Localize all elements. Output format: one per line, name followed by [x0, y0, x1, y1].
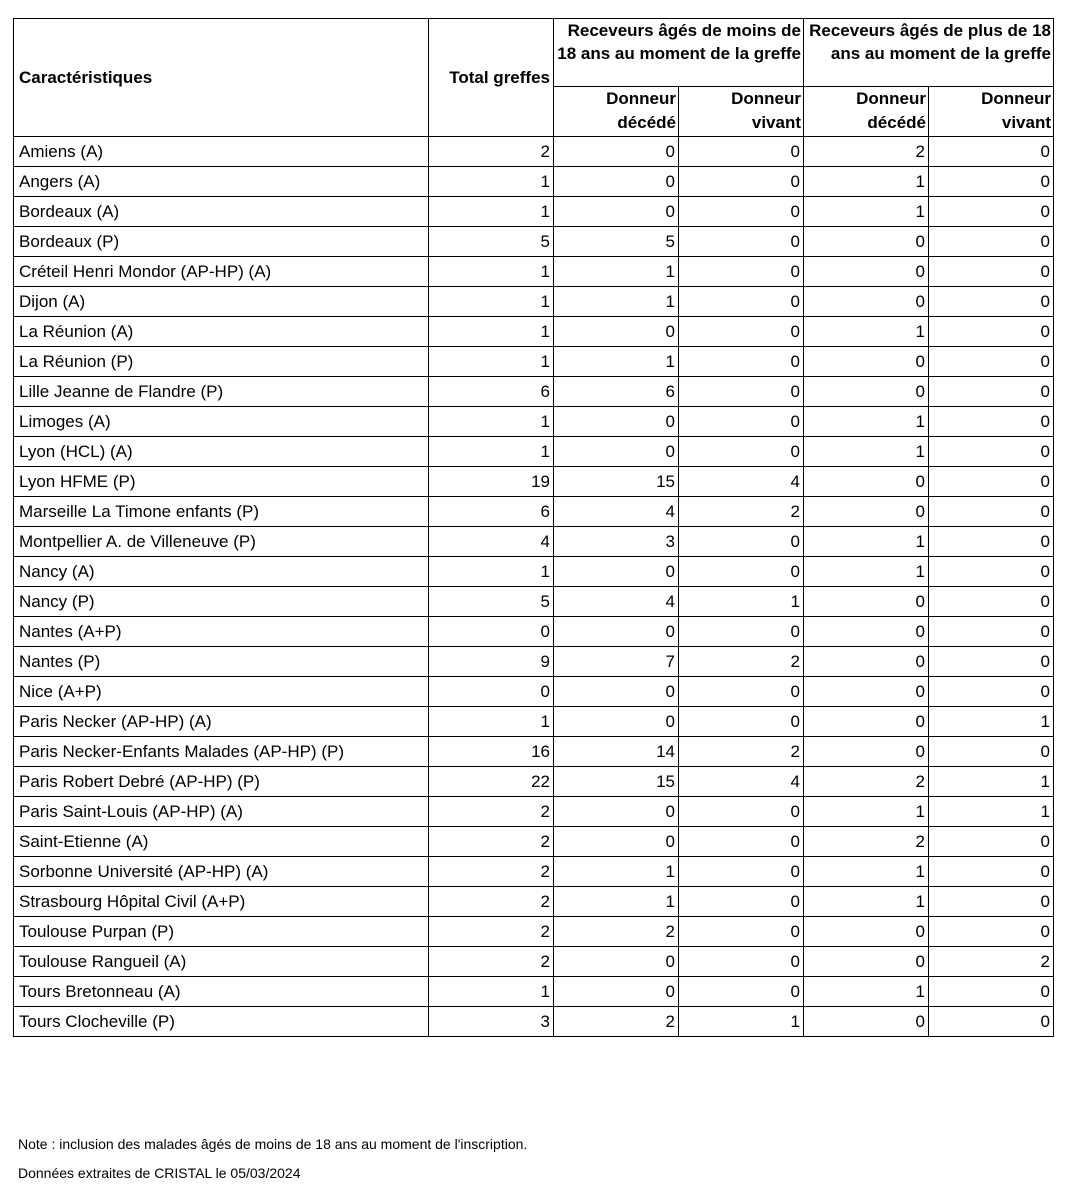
- table-row: [14, 317, 1054, 347]
- under18-deceased-cell: 0: [554, 197, 679, 227]
- total-grafts-cell: 1: [429, 347, 554, 377]
- over18-living-cell: 0: [929, 137, 1054, 167]
- under18-deceased-cell: 0: [554, 947, 679, 977]
- total-grafts-cell: 3: [429, 1007, 554, 1037]
- header-group-under-18: Receveurs âgés de moins de 18 ans au moment de la greffe: [554, 19, 804, 87]
- total-grafts-cell: 2: [429, 947, 554, 977]
- over18-deceased-cell: 0: [804, 257, 929, 287]
- transplant-table: [13, 18, 1054, 1037]
- table-row: [14, 587, 1054, 617]
- table-row: [14, 527, 1054, 557]
- under18-living-cell: 0: [679, 977, 804, 1007]
- total-grafts-cell: 1: [429, 287, 554, 317]
- center-name-cell: Dijon (A): [14, 287, 429, 317]
- total-grafts-cell: 5: [429, 227, 554, 257]
- under18-deceased-cell: 4: [554, 587, 679, 617]
- under18-living-cell: 0: [679, 947, 804, 977]
- under18-deceased-cell: 0: [554, 707, 679, 737]
- under18-deceased-cell: 0: [554, 797, 679, 827]
- under18-deceased-cell: 0: [554, 677, 679, 707]
- over18-living-cell: 0: [929, 467, 1054, 497]
- over18-deceased-cell: 0: [804, 227, 929, 257]
- total-grafts-cell: 2: [429, 857, 554, 887]
- center-name-cell: Strasbourg Hôpital Civil (A+P): [14, 887, 429, 917]
- center-name-cell: Lille Jeanne de Flandre (P): [14, 377, 429, 407]
- over18-deceased-cell: 0: [804, 1007, 929, 1037]
- total-grafts-cell: 9: [429, 647, 554, 677]
- over18-deceased-cell: 0: [804, 587, 929, 617]
- over18-living-cell: 0: [929, 827, 1054, 857]
- over18-living-cell: 0: [929, 527, 1054, 557]
- under18-living-cell: 4: [679, 767, 804, 797]
- under18-living-cell: 0: [679, 407, 804, 437]
- total-grafts-cell: 2: [429, 137, 554, 167]
- footnote-source: Données extraites de CRISTAL le 05/03/2024: [18, 1165, 301, 1181]
- under18-living-cell: 2: [679, 497, 804, 527]
- table-row: [14, 947, 1054, 977]
- header-under18-deceased-donor: Donneur décédé: [554, 87, 679, 137]
- over18-deceased-cell: 0: [804, 707, 929, 737]
- under18-deceased-cell: 0: [554, 557, 679, 587]
- table-row: [14, 407, 1054, 437]
- center-name-cell: Montpellier A. de Villeneuve (P): [14, 527, 429, 557]
- total-grafts-cell: 1: [429, 707, 554, 737]
- over18-living-cell: 0: [929, 317, 1054, 347]
- over18-deceased-cell: 0: [804, 917, 929, 947]
- over18-living-cell: 0: [929, 977, 1054, 1007]
- over18-living-cell: 0: [929, 437, 1054, 467]
- over18-deceased-cell: 1: [804, 437, 929, 467]
- center-name-cell: Nancy (A): [14, 557, 429, 587]
- under18-living-cell: 0: [679, 527, 804, 557]
- under18-living-cell: 0: [679, 557, 804, 587]
- over18-living-cell: 1: [929, 797, 1054, 827]
- total-grafts-cell: 19: [429, 467, 554, 497]
- under18-deceased-cell: 0: [554, 617, 679, 647]
- center-name-cell: Nantes (P): [14, 647, 429, 677]
- under18-deceased-cell: 4: [554, 497, 679, 527]
- table-row: [14, 707, 1054, 737]
- over18-living-cell: 0: [929, 737, 1054, 767]
- total-grafts-cell: 6: [429, 497, 554, 527]
- table-row: [14, 497, 1054, 527]
- table-row: [14, 677, 1054, 707]
- under18-living-cell: 0: [679, 617, 804, 647]
- total-grafts-cell: 2: [429, 917, 554, 947]
- under18-deceased-cell: 2: [554, 1007, 679, 1037]
- total-grafts-cell: 4: [429, 527, 554, 557]
- table-row: [14, 347, 1054, 377]
- over18-deceased-cell: 1: [804, 167, 929, 197]
- center-name-cell: Nantes (A+P): [14, 617, 429, 647]
- under18-deceased-cell: 1: [554, 347, 679, 377]
- footnotes: [18, 1130, 527, 1188]
- total-grafts-cell: 5: [429, 587, 554, 617]
- over18-living-cell: 0: [929, 227, 1054, 257]
- table-row: [14, 557, 1054, 587]
- under18-deceased-cell: 0: [554, 167, 679, 197]
- over18-living-cell: 0: [929, 917, 1054, 947]
- table-body: [14, 137, 1054, 1037]
- over18-deceased-cell: 1: [804, 887, 929, 917]
- under18-living-cell: 0: [679, 797, 804, 827]
- over18-living-cell: 0: [929, 647, 1054, 677]
- center-name-cell: Sorbonne Université (AP-HP) (A): [14, 857, 429, 887]
- center-name-cell: Nancy (P): [14, 587, 429, 617]
- under18-living-cell: 0: [679, 317, 804, 347]
- under18-deceased-cell: 14: [554, 737, 679, 767]
- over18-deceased-cell: 1: [804, 197, 929, 227]
- total-grafts-cell: 16: [429, 737, 554, 767]
- over18-living-cell: 0: [929, 167, 1054, 197]
- under18-living-cell: 0: [679, 707, 804, 737]
- table-row: [14, 977, 1054, 1007]
- under18-living-cell: 1: [679, 1007, 804, 1037]
- under18-deceased-cell: 0: [554, 827, 679, 857]
- table-row: [14, 857, 1054, 887]
- over18-living-cell: 0: [929, 617, 1054, 647]
- table-row: [14, 797, 1054, 827]
- under18-deceased-cell: 0: [554, 317, 679, 347]
- over18-deceased-cell: 0: [804, 347, 929, 377]
- over18-living-cell: 0: [929, 287, 1054, 317]
- center-name-cell: Angers (A): [14, 167, 429, 197]
- table-row: [14, 437, 1054, 467]
- total-grafts-cell: 0: [429, 677, 554, 707]
- under18-living-cell: 2: [679, 737, 804, 767]
- over18-living-cell: 0: [929, 497, 1054, 527]
- total-grafts-cell: 1: [429, 167, 554, 197]
- center-name-cell: Toulouse Purpan (P): [14, 917, 429, 947]
- under18-deceased-cell: 1: [554, 257, 679, 287]
- over18-deceased-cell: 1: [804, 977, 929, 1007]
- over18-deceased-cell: 0: [804, 737, 929, 767]
- under18-living-cell: 0: [679, 887, 804, 917]
- over18-living-cell: 0: [929, 407, 1054, 437]
- under18-living-cell: 0: [679, 227, 804, 257]
- table-row: [14, 827, 1054, 857]
- total-grafts-cell: 2: [429, 887, 554, 917]
- under18-deceased-cell: 1: [554, 287, 679, 317]
- over18-deceased-cell: 0: [804, 947, 929, 977]
- center-name-cell: Lyon (HCL) (A): [14, 437, 429, 467]
- under18-deceased-cell: 0: [554, 407, 679, 437]
- under18-living-cell: 0: [679, 137, 804, 167]
- header-over18-deceased-donor: Donneur décédé: [804, 87, 929, 137]
- total-grafts-cell: 1: [429, 407, 554, 437]
- table-row: [14, 377, 1054, 407]
- over18-living-cell: 0: [929, 677, 1054, 707]
- center-name-cell: Paris Necker-Enfants Malades (AP-HP) (P): [14, 737, 429, 767]
- over18-living-cell: 0: [929, 1007, 1054, 1037]
- table-row: [14, 257, 1054, 287]
- table-row: [14, 647, 1054, 677]
- table-row: [14, 767, 1054, 797]
- over18-deceased-cell: 0: [804, 617, 929, 647]
- total-grafts-cell: 1: [429, 317, 554, 347]
- under18-living-cell: 0: [679, 347, 804, 377]
- under18-living-cell: 0: [679, 377, 804, 407]
- total-grafts-cell: 1: [429, 257, 554, 287]
- total-grafts-cell: 2: [429, 827, 554, 857]
- center-name-cell: Saint-Etienne (A): [14, 827, 429, 857]
- header-over18-living-donor: Donneur vivant: [929, 87, 1054, 137]
- center-name-cell: Paris Robert Debré (AP-HP) (P): [14, 767, 429, 797]
- table-row: [14, 887, 1054, 917]
- under18-deceased-cell: 15: [554, 467, 679, 497]
- center-name-cell: Bordeaux (P): [14, 227, 429, 257]
- table-row: [14, 197, 1054, 227]
- center-name-cell: Nice (A+P): [14, 677, 429, 707]
- total-grafts-cell: 1: [429, 557, 554, 587]
- over18-deceased-cell: 0: [804, 467, 929, 497]
- over18-deceased-cell: 0: [804, 497, 929, 527]
- under18-living-cell: 4: [679, 467, 804, 497]
- under18-deceased-cell: 6: [554, 377, 679, 407]
- total-grafts-cell: 1: [429, 437, 554, 467]
- under18-deceased-cell: 1: [554, 887, 679, 917]
- center-name-cell: Toulouse Rangueil (A): [14, 947, 429, 977]
- over18-deceased-cell: 1: [804, 557, 929, 587]
- under18-living-cell: 1: [679, 587, 804, 617]
- over18-living-cell: 0: [929, 377, 1054, 407]
- under18-deceased-cell: 2: [554, 917, 679, 947]
- under18-living-cell: 0: [679, 437, 804, 467]
- center-name-cell: Paris Saint-Louis (AP-HP) (A): [14, 797, 429, 827]
- over18-deceased-cell: 1: [804, 317, 929, 347]
- under18-deceased-cell: 1: [554, 857, 679, 887]
- total-grafts-cell: 2: [429, 797, 554, 827]
- center-name-cell: Créteil Henri Mondor (AP-HP) (A): [14, 257, 429, 287]
- under18-living-cell: 0: [679, 287, 804, 317]
- over18-living-cell: 0: [929, 887, 1054, 917]
- under18-living-cell: 0: [679, 167, 804, 197]
- total-grafts-cell: 22: [429, 767, 554, 797]
- under18-deceased-cell: 7: [554, 647, 679, 677]
- under18-deceased-cell: 15: [554, 767, 679, 797]
- over18-deceased-cell: 1: [804, 857, 929, 887]
- total-grafts-cell: 6: [429, 377, 554, 407]
- over18-deceased-cell: 0: [804, 647, 929, 677]
- under18-living-cell: 0: [679, 917, 804, 947]
- table-row: [14, 167, 1054, 197]
- center-name-cell: La Réunion (P): [14, 347, 429, 377]
- over18-living-cell: 2: [929, 947, 1054, 977]
- under18-deceased-cell: 0: [554, 437, 679, 467]
- table-row: [14, 917, 1054, 947]
- header-total-grafts: Total greffes: [429, 19, 554, 137]
- center-name-cell: Bordeaux (A): [14, 197, 429, 227]
- over18-deceased-cell: 0: [804, 287, 929, 317]
- over18-living-cell: 1: [929, 767, 1054, 797]
- total-grafts-cell: 1: [429, 977, 554, 1007]
- total-grafts-cell: 1: [429, 197, 554, 227]
- center-name-cell: Amiens (A): [14, 137, 429, 167]
- total-grafts-cell: 0: [429, 617, 554, 647]
- footnote-note: Note : inclusion des malades âgés de moins de 18 ans au moment de l'inscription.: [18, 1136, 528, 1152]
- table-row: [14, 137, 1054, 167]
- over18-deceased-cell: 1: [804, 527, 929, 557]
- over18-living-cell: 0: [929, 347, 1054, 377]
- over18-deceased-cell: 2: [804, 827, 929, 857]
- header-characteristics: Caractéristiques: [14, 19, 429, 137]
- under18-deceased-cell: 0: [554, 137, 679, 167]
- center-name-cell: Limoges (A): [14, 407, 429, 437]
- center-name-cell: Paris Necker (AP-HP) (A): [14, 707, 429, 737]
- center-name-cell: La Réunion (A): [14, 317, 429, 347]
- over18-deceased-cell: 2: [804, 137, 929, 167]
- center-name-cell: Tours Bretonneau (A): [14, 977, 429, 1007]
- under18-living-cell: 0: [679, 197, 804, 227]
- over18-living-cell: 1: [929, 707, 1054, 737]
- over18-living-cell: 0: [929, 257, 1054, 287]
- under18-living-cell: 0: [679, 857, 804, 887]
- table-row: [14, 1007, 1054, 1037]
- under18-living-cell: 0: [679, 677, 804, 707]
- over18-living-cell: 0: [929, 857, 1054, 887]
- center-name-cell: Lyon HFME (P): [14, 467, 429, 497]
- over18-deceased-cell: 1: [804, 797, 929, 827]
- header-group-over-18: Receveurs âgés de plus de 18 ans au moment de la greffe: [804, 19, 1054, 87]
- over18-deceased-cell: 2: [804, 767, 929, 797]
- over18-living-cell: 0: [929, 197, 1054, 227]
- under18-deceased-cell: 5: [554, 227, 679, 257]
- under18-living-cell: 0: [679, 257, 804, 287]
- under18-deceased-cell: 3: [554, 527, 679, 557]
- table-row: [14, 737, 1054, 767]
- table-row: [14, 287, 1054, 317]
- table-row: [14, 227, 1054, 257]
- header-under18-living-donor: Donneur vivant: [679, 87, 804, 137]
- over18-deceased-cell: 0: [804, 677, 929, 707]
- over18-deceased-cell: 0: [804, 377, 929, 407]
- under18-living-cell: 0: [679, 827, 804, 857]
- table-row: [14, 467, 1054, 497]
- under18-deceased-cell: 0: [554, 977, 679, 1007]
- over18-deceased-cell: 1: [804, 407, 929, 437]
- over18-living-cell: 0: [929, 557, 1054, 587]
- over18-living-cell: 0: [929, 587, 1054, 617]
- center-name-cell: Tours Clocheville (P): [14, 1007, 429, 1037]
- under18-living-cell: 2: [679, 647, 804, 677]
- center-name-cell: Marseille La Timone enfants (P): [14, 497, 429, 527]
- table-row: [14, 617, 1054, 647]
